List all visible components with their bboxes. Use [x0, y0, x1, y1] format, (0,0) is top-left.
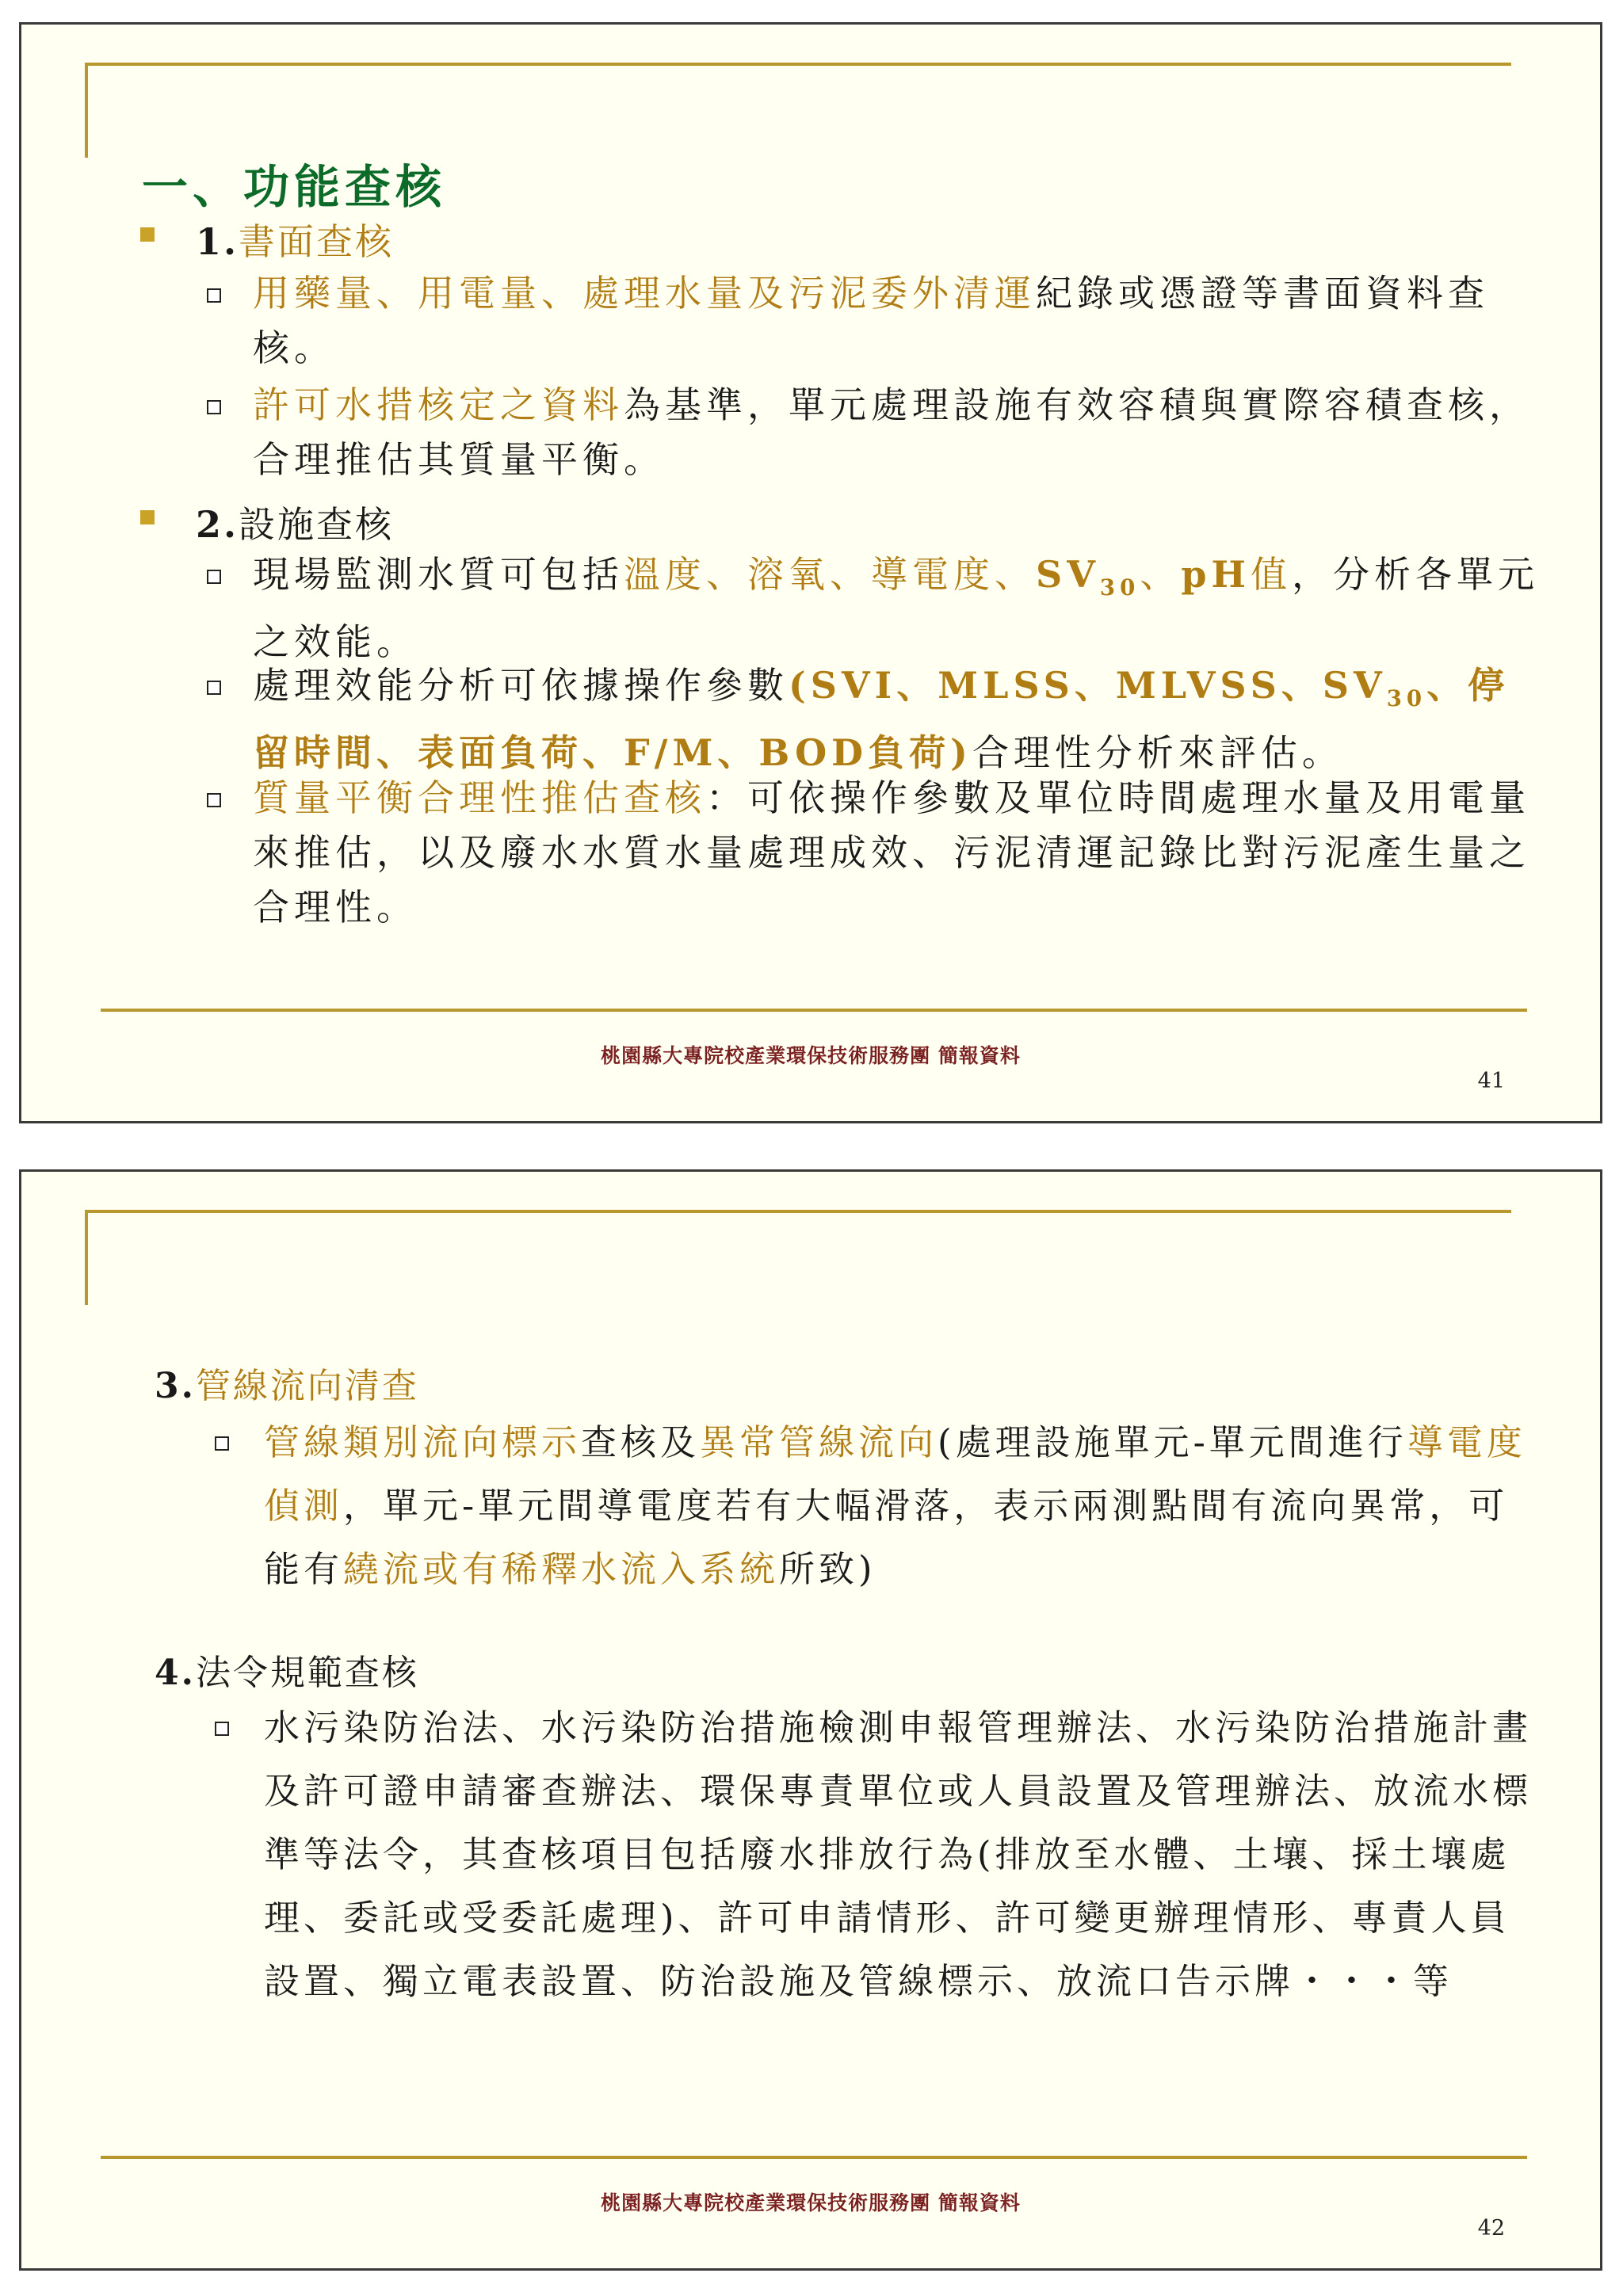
page-number: 41 [1477, 1069, 1505, 1093]
checkbox-bullet-icon [215, 1436, 229, 1451]
slide-42 [19, 1169, 1602, 2271]
page-number: 42 [1477, 2216, 1505, 2241]
left-rule [85, 63, 88, 158]
item-4-point-1: 水污染防治法、水污染防治措施檢測申報管理辦法、水污染防治措施計畫及許可證申請審查辦法、環保專責單位或人員設置及管理辦法、放流水標準等法令，其查核項目包括廢水排放行為(排放至水體、土壤、採土壤處理、委託或受委託處理)、許可申請情形、許可變更辦理情形、專責人員設置、獨立電表設置、防治設施及管線標示、放流口告示牌・・・等 [264, 1696, 1540, 2013]
bottom-rule [101, 1009, 1527, 1012]
item-2-point-3: 質量平衡合理性推估查核：可依操作參數及單位時間處理水量及用電量來推估，以及廢水水質水量處理成效、污泥清運記錄比對污泥產生量之合理性。 [253, 771, 1545, 935]
checkbox-bullet-icon [207, 793, 221, 807]
item-1-heading: 1.書面查核 [196, 213, 394, 265]
item-4-heading: 4.法令規範查核 [155, 1653, 419, 1693]
item-3-heading: 3.管線流向清查 [155, 1366, 419, 1406]
footer-text: 桃園縣大專院校產業環保技術服務團 簡報資料 [601, 1044, 1021, 1067]
item-1-point-1: 用藥量、用電量、處理水量及污泥委外清運紀錄或憑證等書面資料查核。 [253, 266, 1545, 376]
item-3-point-1: 管線類別流向標示查核及異常管線流向(處理設施單元-單元間進行導電度偵測，單元-單元間導電度若有大幅滑落，表示兩測點間有流向異常，可能有繞流或有稀釋水流入系統所致) [264, 1411, 1540, 1601]
checkbox-bullet-icon [207, 570, 221, 584]
top-rule [85, 63, 1511, 66]
slide-title: 一、功能查核 [142, 160, 447, 214]
checkbox-bullet-icon [215, 1722, 229, 1736]
item-2-heading: 2.設施查核 [196, 496, 394, 548]
item-2-point-2: 處理效能分析可依據操作參數(SVI、MLSS、MLVSS、$SV_{30}$、停留時間、表面負荷、F/M、BOD負荷)合理性分析來評估。 [253, 658, 1545, 780]
top-rule [85, 1210, 1511, 1213]
left-rule [85, 1210, 88, 1305]
checkbox-bullet-icon [207, 400, 221, 414]
item-2-point-1: 現場監測水質可包括溫度、溶氧、導電度、$SV_{30}$、pH值，分析各單元之效能。 [253, 547, 1545, 669]
item-1-point-2: 許可水措核定之資料為基準，單元處理設施有效容積與實際容積查核，合理推估其質量平衡。 [253, 378, 1545, 487]
slide-41 [19, 22, 1602, 1123]
checkbox-bullet-icon [207, 288, 221, 303]
checkbox-bullet-icon [207, 681, 221, 695]
square-bullet-icon [140, 227, 155, 242]
square-bullet-icon [140, 510, 155, 524]
bottom-rule [101, 2156, 1527, 2159]
footer-text: 桃園縣大專院校產業環保技術服務團 簡報資料 [601, 2191, 1021, 2214]
